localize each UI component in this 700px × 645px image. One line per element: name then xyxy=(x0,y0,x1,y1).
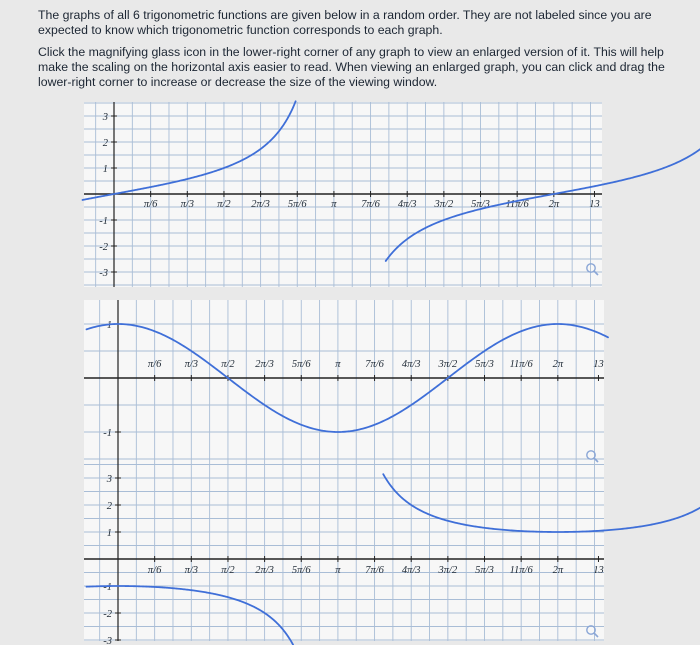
x-tick-label: 7π/6 xyxy=(365,565,384,576)
y-tick-label: -3 xyxy=(103,636,112,645)
x-tick-label: 4π/3 xyxy=(401,565,421,576)
y-tick-label: -1 xyxy=(103,582,112,593)
instructions-paragraph-2: Click the magnifying glass icon in the lower-right corner of any graph to view an enlarged version of it. This will help make the scaling on the horizontal axis easier to read. When viewing an enlarged graph, you can click and drag the lower-right corner to increase or decrease the size of the viewing window. xyxy=(38,45,665,89)
y-tick-label: -2 xyxy=(99,242,108,253)
x-tick-label: 11π/6 xyxy=(509,565,533,576)
x-tick-label: 5π/6 xyxy=(291,565,311,576)
x-tick-label: 13 xyxy=(589,199,600,210)
graph-1 xyxy=(84,102,602,287)
x-tick-label: 5π/3 xyxy=(475,359,494,370)
x-tick-label: π/3 xyxy=(180,199,195,210)
y-tick-label: 1 xyxy=(106,528,112,539)
x-tick-label: π xyxy=(335,359,341,370)
y-tick-label: 1 xyxy=(106,320,112,331)
y-tick-label: 3 xyxy=(106,474,112,485)
x-tick-label: 5π/6 xyxy=(287,199,307,210)
x-tick-label: 13 xyxy=(593,565,604,576)
x-tick-label: π/2 xyxy=(221,359,235,370)
x-tick-label: π/2 xyxy=(221,565,235,576)
x-tick-label: 2π xyxy=(552,359,564,370)
y-tick-label: 2 xyxy=(106,501,112,512)
x-tick-label: 11π/6 xyxy=(509,359,533,370)
x-tick-label: π/6 xyxy=(147,565,162,576)
x-tick-label: 5π/3 xyxy=(475,565,494,576)
x-tick-label: 13 xyxy=(593,359,604,370)
x-tick-label: 2π xyxy=(552,565,564,576)
y-tick-label: -1 xyxy=(99,216,108,227)
graph-3-plot xyxy=(84,463,604,645)
instructions xyxy=(38,8,678,97)
x-tick-label: 3π/2 xyxy=(438,565,458,576)
x-tick-label: 5π/6 xyxy=(291,359,311,370)
magnifier-icon[interactable] xyxy=(584,261,600,277)
y-tick-label: 1 xyxy=(102,164,108,175)
x-tick-label: 3π/2 xyxy=(434,199,454,210)
x-tick-label: π/3 xyxy=(184,359,199,370)
x-tick-label: π/6 xyxy=(147,359,162,370)
x-tick-label: π/3 xyxy=(184,565,199,576)
x-tick-label: 11π/6 xyxy=(505,199,529,210)
y-tick-label: 2 xyxy=(102,138,108,149)
graph-1-plot xyxy=(84,102,602,287)
x-tick-label: 7π/6 xyxy=(361,199,380,210)
function-curve xyxy=(386,102,700,261)
graph-2 xyxy=(84,300,604,463)
x-tick-label: 2π/3 xyxy=(255,565,274,576)
x-tick-label: π/6 xyxy=(143,199,158,210)
x-tick-label: 2π/3 xyxy=(255,359,274,370)
y-tick-label: -2 xyxy=(103,609,112,620)
magnifier-icon[interactable] xyxy=(584,448,600,464)
y-tick-label: -3 xyxy=(99,268,108,279)
x-tick-label: π/2 xyxy=(217,199,231,210)
grid xyxy=(84,463,604,641)
x-tick-label: 4π/3 xyxy=(401,359,421,370)
grid xyxy=(84,300,604,463)
x-tick-label: 3π/2 xyxy=(438,359,458,370)
graph-2-plot xyxy=(84,300,604,463)
x-tick-label: 5π/3 xyxy=(471,199,490,210)
y-tick-label: 3 xyxy=(102,112,108,123)
graph-3 xyxy=(84,463,604,645)
instructions-paragraph-1: The graphs of all 6 trigonometric functions are given below in a random order. They are not labeled since you are expected to know which trigonometric function corresponds to each graph. xyxy=(38,8,652,37)
x-tick-label: π xyxy=(335,565,341,576)
x-tick-label: 7π/6 xyxy=(365,359,384,370)
x-tick-label: 2π/3 xyxy=(251,199,270,210)
x-tick-label: 2π xyxy=(548,199,560,210)
y-tick-label: -1 xyxy=(103,428,112,439)
magnifier-icon[interactable] xyxy=(584,623,600,639)
x-tick-label: 4π/3 xyxy=(397,199,417,210)
function-curve xyxy=(383,474,700,532)
x-tick-label: π xyxy=(331,199,337,210)
